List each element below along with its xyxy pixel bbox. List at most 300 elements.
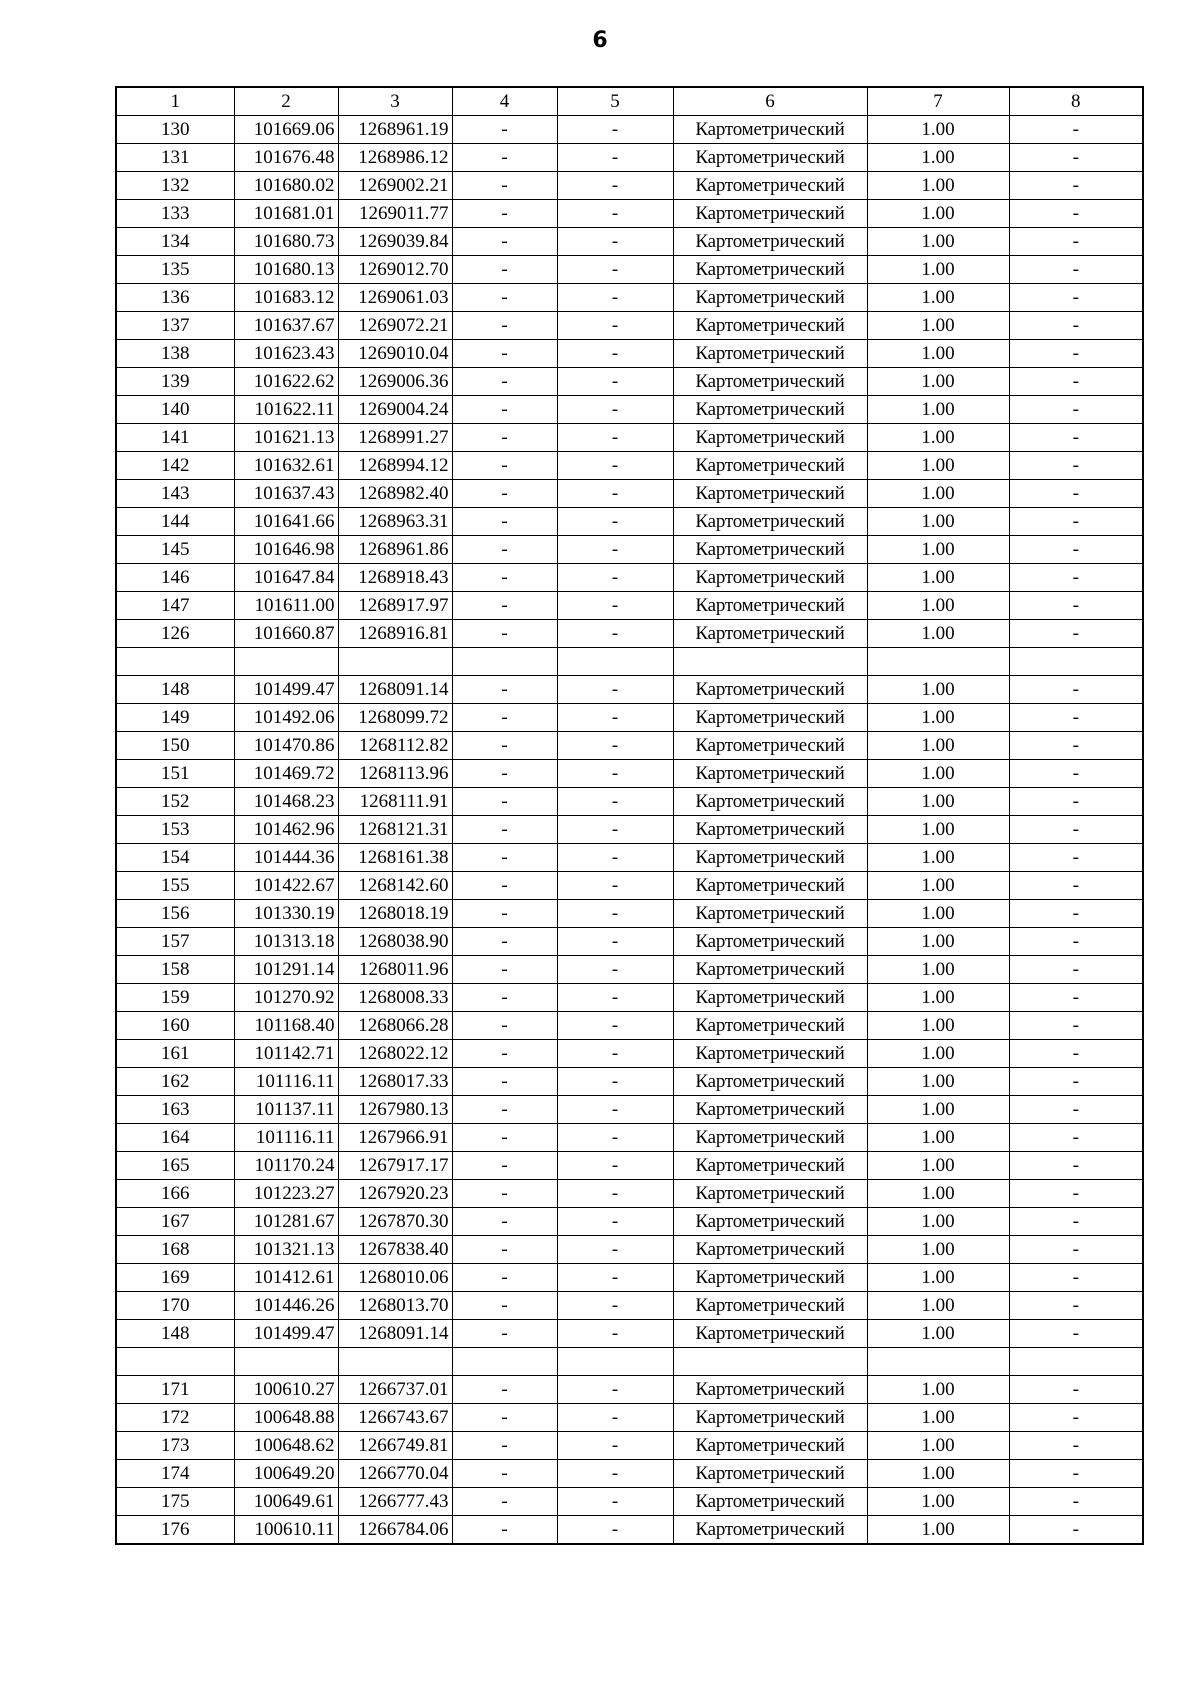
method-cell: Картометрический (673, 1040, 867, 1068)
method-cell: Картометрический (673, 984, 867, 1012)
column-5-cell: - (557, 340, 673, 368)
x-coordinate-cell: 101646.98 (234, 536, 338, 564)
column-8-cell: - (1009, 620, 1143, 648)
point-number-cell: 157 (116, 928, 234, 956)
y-coordinate-cell: 1269006.36 (338, 368, 452, 396)
x-coordinate-cell: 101641.66 (234, 508, 338, 536)
y-coordinate-cell: 1269061.03 (338, 284, 452, 312)
table-row (116, 732, 1143, 760)
point-number-cell: 154 (116, 844, 234, 872)
column-5-cell: - (557, 228, 673, 256)
point-number-cell: 148 (116, 1320, 234, 1348)
table-row (116, 144, 1143, 172)
method-cell: Картометрический (673, 256, 867, 284)
column-header: 1 (116, 87, 234, 116)
y-coordinate-cell: 1268961.19 (338, 116, 452, 144)
y-coordinate-cell: 1268982.40 (338, 480, 452, 508)
table-row (116, 704, 1143, 732)
table-row (116, 564, 1143, 592)
column-8-cell: - (1009, 1068, 1143, 1096)
y-coordinate-cell: 1268113.96 (338, 760, 452, 788)
x-coordinate-cell: 100649.20 (234, 1460, 338, 1488)
column-4-cell: - (452, 844, 557, 872)
x-coordinate-cell: 101681.01 (234, 200, 338, 228)
column-5-cell: - (557, 116, 673, 144)
x-coordinate-cell: 101116.11 (234, 1124, 338, 1152)
point-number-cell: 130 (116, 116, 234, 144)
column-4-cell: - (452, 1096, 557, 1124)
column-8-cell: - (1009, 1292, 1143, 1320)
table-row (116, 1404, 1143, 1432)
method-cell: Картометрический (673, 760, 867, 788)
y-coordinate-cell: 1268986.12 (338, 144, 452, 172)
point-number-cell: 164 (116, 1124, 234, 1152)
column-5-cell: - (557, 480, 673, 508)
x-coordinate-cell: 101330.19 (234, 900, 338, 928)
table-row (116, 480, 1143, 508)
point-number-cell: 171 (116, 1376, 234, 1404)
column-8-cell: - (1009, 1096, 1143, 1124)
column-4-cell: - (452, 1124, 557, 1152)
x-coordinate-cell: 101676.48 (234, 144, 338, 172)
table-row (116, 228, 1143, 256)
table-row (116, 620, 1143, 648)
x-coordinate-cell: 101647.84 (234, 564, 338, 592)
column-4-cell: - (452, 676, 557, 704)
column-8-cell: - (1009, 228, 1143, 256)
method-cell: Картометрический (673, 368, 867, 396)
method-cell: Картометрический (673, 452, 867, 480)
point-number-cell: 143 (116, 480, 234, 508)
point-number-cell: 147 (116, 592, 234, 620)
y-coordinate-cell (338, 1348, 452, 1376)
method-cell: Картометрический (673, 676, 867, 704)
table-row (116, 1292, 1143, 1320)
method-cell: Картометрический (673, 956, 867, 984)
column-8-cell: - (1009, 788, 1143, 816)
x-coordinate-cell: 101462.96 (234, 816, 338, 844)
column-4-cell: - (452, 228, 557, 256)
column-8-cell: - (1009, 732, 1143, 760)
x-coordinate-cell: 101637.43 (234, 480, 338, 508)
column-8-cell: - (1009, 592, 1143, 620)
y-coordinate-cell: 1268161.38 (338, 844, 452, 872)
x-coordinate-cell: 101669.06 (234, 116, 338, 144)
column-4-cell: - (452, 508, 557, 536)
column-4-cell: - (452, 1236, 557, 1264)
x-coordinate-cell: 101116.11 (234, 1068, 338, 1096)
column-5-cell: - (557, 144, 673, 172)
column-5-cell: - (557, 1152, 673, 1180)
y-coordinate-cell: 1267980.13 (338, 1096, 452, 1124)
column-8-cell: - (1009, 256, 1143, 284)
accuracy-cell: 1.00 (867, 1432, 1009, 1460)
x-coordinate-cell: 101637.67 (234, 312, 338, 340)
column-header: 6 (673, 87, 867, 116)
table-row (116, 1096, 1143, 1124)
column-4-cell: - (452, 984, 557, 1012)
column-8-cell: - (1009, 340, 1143, 368)
method-cell: Картометрический (673, 144, 867, 172)
x-coordinate-cell (234, 1348, 338, 1376)
x-coordinate-cell: 100648.88 (234, 1404, 338, 1432)
method-cell: Картометрический (673, 1208, 867, 1236)
column-8-cell: - (1009, 368, 1143, 396)
column-4-cell: - (452, 564, 557, 592)
table-body (116, 116, 1143, 1545)
method-cell: Картометрический (673, 396, 867, 424)
point-number-cell: 174 (116, 1460, 234, 1488)
y-coordinate-cell: 1268022.12 (338, 1040, 452, 1068)
column-4-cell (452, 648, 557, 676)
accuracy-cell: 1.00 (867, 480, 1009, 508)
point-number-cell: 139 (116, 368, 234, 396)
method-cell: Картометрический (673, 200, 867, 228)
point-number-cell: 161 (116, 1040, 234, 1068)
y-coordinate-cell: 1266737.01 (338, 1376, 452, 1404)
table-row (116, 1236, 1143, 1264)
column-8-cell: - (1009, 816, 1143, 844)
point-number-cell: 168 (116, 1236, 234, 1264)
x-coordinate-cell: 101683.12 (234, 284, 338, 312)
column-8-cell: - (1009, 1376, 1143, 1404)
column-8-cell: - (1009, 984, 1143, 1012)
method-cell: Картометрический (673, 788, 867, 816)
column-4-cell: - (452, 928, 557, 956)
method-cell: Картометрический (673, 1012, 867, 1040)
accuracy-cell: 1.00 (867, 872, 1009, 900)
table-row (116, 1152, 1143, 1180)
y-coordinate-cell: 1268091.14 (338, 676, 452, 704)
point-number-cell: 158 (116, 956, 234, 984)
column-4-cell: - (452, 1152, 557, 1180)
column-4-cell: - (452, 816, 557, 844)
method-cell: Картометрический (673, 872, 867, 900)
column-5-cell: - (557, 1292, 673, 1320)
column-8-cell: - (1009, 144, 1143, 172)
column-8-cell: - (1009, 1320, 1143, 1348)
method-cell: Картометрический (673, 732, 867, 760)
column-5-cell: - (557, 1404, 673, 1432)
table-row (116, 452, 1143, 480)
accuracy-cell: 1.00 (867, 928, 1009, 956)
method-cell (673, 1348, 867, 1376)
table-row (116, 536, 1143, 564)
column-5-cell: - (557, 508, 673, 536)
column-5-cell: - (557, 1376, 673, 1404)
method-cell: Картометрический (673, 1096, 867, 1124)
column-5-cell: - (557, 1264, 673, 1292)
y-coordinate-cell: 1266777.43 (338, 1488, 452, 1516)
column-8-cell: - (1009, 1208, 1143, 1236)
x-coordinate-cell (234, 648, 338, 676)
column-8-cell: - (1009, 1124, 1143, 1152)
table-row (116, 1208, 1143, 1236)
method-cell: Картометрический (673, 1376, 867, 1404)
table-row (116, 256, 1143, 284)
column-5-cell: - (557, 1236, 673, 1264)
table-row (116, 1012, 1143, 1040)
column-4-cell: - (452, 1180, 557, 1208)
y-coordinate-cell: 1268917.97 (338, 592, 452, 620)
coordinates-table (115, 86, 1144, 1545)
column-4-cell: - (452, 900, 557, 928)
accuracy-cell: 1.00 (867, 1376, 1009, 1404)
column-4-cell: - (452, 144, 557, 172)
method-cell: Картометрический (673, 340, 867, 368)
x-coordinate-cell: 101468.23 (234, 788, 338, 816)
y-coordinate-cell: 1268961.86 (338, 536, 452, 564)
x-coordinate-cell: 101142.71 (234, 1040, 338, 1068)
point-number-cell: 155 (116, 872, 234, 900)
column-5-cell: - (557, 536, 673, 564)
point-number-cell: 172 (116, 1404, 234, 1432)
point-number-cell: 176 (116, 1516, 234, 1545)
x-coordinate-cell: 101137.11 (234, 1096, 338, 1124)
accuracy-cell: 1.00 (867, 844, 1009, 872)
table-row (116, 368, 1143, 396)
x-coordinate-cell: 101623.43 (234, 340, 338, 368)
column-8-cell: - (1009, 172, 1143, 200)
y-coordinate-cell: 1267917.17 (338, 1152, 452, 1180)
point-number-cell: 152 (116, 788, 234, 816)
column-header: 8 (1009, 87, 1143, 116)
y-coordinate-cell: 1266770.04 (338, 1460, 452, 1488)
accuracy-cell: 1.00 (867, 1096, 1009, 1124)
accuracy-cell: 1.00 (867, 452, 1009, 480)
accuracy-cell: 1.00 (867, 368, 1009, 396)
accuracy-cell: 1.00 (867, 676, 1009, 704)
point-number-cell: 153 (116, 816, 234, 844)
point-number-cell: 131 (116, 144, 234, 172)
method-cell: Картометрический (673, 1460, 867, 1488)
column-8-cell: - (1009, 760, 1143, 788)
y-coordinate-cell: 1267838.40 (338, 1236, 452, 1264)
method-cell: Картометрический (673, 816, 867, 844)
y-coordinate-cell: 1268013.70 (338, 1292, 452, 1320)
y-coordinate-cell: 1266743.67 (338, 1404, 452, 1432)
method-cell: Картометрический (673, 1432, 867, 1460)
point-number-cell: 135 (116, 256, 234, 284)
method-cell: Картометрический (673, 312, 867, 340)
column-4-cell: - (452, 1068, 557, 1096)
column-4-cell: - (452, 480, 557, 508)
column-5-cell: - (557, 956, 673, 984)
column-4-cell: - (452, 872, 557, 900)
y-coordinate-cell: 1268091.14 (338, 1320, 452, 1348)
accuracy-cell: 1.00 (867, 1208, 1009, 1236)
y-coordinate-cell: 1269004.24 (338, 396, 452, 424)
accuracy-cell: 1.00 (867, 984, 1009, 1012)
column-4-cell: - (452, 1460, 557, 1488)
accuracy-cell: 1.00 (867, 1460, 1009, 1488)
x-coordinate-cell: 101660.87 (234, 620, 338, 648)
accuracy-cell: 1.00 (867, 1068, 1009, 1096)
table-row (116, 424, 1143, 452)
table-row (116, 508, 1143, 536)
x-coordinate-cell: 101680.13 (234, 256, 338, 284)
column-4-cell: - (452, 1292, 557, 1320)
method-cell: Картометрический (673, 116, 867, 144)
table-row (116, 1516, 1143, 1545)
y-coordinate-cell: 1269012.70 (338, 256, 452, 284)
column-4-cell: - (452, 1488, 557, 1516)
x-coordinate-cell: 101170.24 (234, 1152, 338, 1180)
column-5-cell: - (557, 1096, 673, 1124)
x-coordinate-cell: 101622.11 (234, 396, 338, 424)
column-5-cell: - (557, 1488, 673, 1516)
accuracy-cell: 1.00 (867, 704, 1009, 732)
point-number-cell: 145 (116, 536, 234, 564)
page-number: 6 (592, 28, 608, 53)
table-row (116, 1124, 1143, 1152)
column-4-cell: - (452, 1404, 557, 1432)
column-4-cell: - (452, 116, 557, 144)
column-4-cell: - (452, 760, 557, 788)
x-coordinate-cell: 101422.67 (234, 872, 338, 900)
column-5-cell: - (557, 396, 673, 424)
column-5-cell: - (557, 1460, 673, 1488)
x-coordinate-cell: 100610.11 (234, 1516, 338, 1545)
point-number-cell (116, 1348, 234, 1376)
column-4-cell: - (452, 592, 557, 620)
column-8-cell: - (1009, 928, 1143, 956)
table-row (116, 1488, 1143, 1516)
method-cell: Картометрический (673, 172, 867, 200)
accuracy-cell: 1.00 (867, 1180, 1009, 1208)
table-row (116, 1460, 1143, 1488)
point-number-cell: 149 (116, 704, 234, 732)
column-header: 5 (557, 87, 673, 116)
accuracy-cell: 1.00 (867, 536, 1009, 564)
column-5-cell: - (557, 676, 673, 704)
table-row (116, 1040, 1143, 1068)
point-number-cell: 148 (116, 676, 234, 704)
accuracy-cell: 1.00 (867, 1152, 1009, 1180)
accuracy-cell: 1.00 (867, 1404, 1009, 1432)
x-coordinate-cell: 101621.13 (234, 424, 338, 452)
column-4-cell: - (452, 200, 557, 228)
column-8-cell: - (1009, 312, 1143, 340)
column-5-cell: - (557, 928, 673, 956)
y-coordinate-cell: 1269002.21 (338, 172, 452, 200)
point-number-cell: 159 (116, 984, 234, 1012)
column-5-cell: - (557, 732, 673, 760)
column-8-cell: - (1009, 452, 1143, 480)
table-row (116, 956, 1143, 984)
table-row (116, 816, 1143, 844)
column-5-cell: - (557, 1040, 673, 1068)
accuracy-cell: 1.00 (867, 1488, 1009, 1516)
table-row (116, 200, 1143, 228)
point-number-cell: 126 (116, 620, 234, 648)
table-row-separator (116, 1348, 1143, 1376)
point-number-cell: 165 (116, 1152, 234, 1180)
accuracy-cell: 1.00 (867, 1124, 1009, 1152)
accuracy-cell: 1.00 (867, 340, 1009, 368)
point-number-cell: 133 (116, 200, 234, 228)
column-8-cell: - (1009, 1404, 1143, 1432)
accuracy-cell: 1.00 (867, 816, 1009, 844)
y-coordinate-cell: 1268038.90 (338, 928, 452, 956)
point-number-cell: 132 (116, 172, 234, 200)
table-row (116, 172, 1143, 200)
column-8-cell: - (1009, 1012, 1143, 1040)
method-cell: Картометрический (673, 1152, 867, 1180)
column-header: 7 (867, 87, 1009, 116)
x-coordinate-cell: 101444.36 (234, 844, 338, 872)
table-row (116, 928, 1143, 956)
point-number-cell: 137 (116, 312, 234, 340)
method-cell (673, 648, 867, 676)
method-cell: Картометрический (673, 1180, 867, 1208)
column-4-cell: - (452, 1376, 557, 1404)
table-row (116, 284, 1143, 312)
column-4-cell: - (452, 1516, 557, 1545)
column-5-cell: - (557, 620, 673, 648)
column-4-cell: - (452, 536, 557, 564)
column-8-cell: - (1009, 704, 1143, 732)
x-coordinate-cell: 100648.62 (234, 1432, 338, 1460)
point-number-cell: 150 (116, 732, 234, 760)
column-8-cell: - (1009, 900, 1143, 928)
column-4-cell: - (452, 452, 557, 480)
column-4-cell: - (452, 1012, 557, 1040)
point-number-cell: 141 (116, 424, 234, 452)
accuracy-cell: 1.00 (867, 1040, 1009, 1068)
x-coordinate-cell: 101281.67 (234, 1208, 338, 1236)
y-coordinate-cell: 1268111.91 (338, 788, 452, 816)
column-4-cell: - (452, 1208, 557, 1236)
table-row (116, 1068, 1143, 1096)
accuracy-cell: 1.00 (867, 788, 1009, 816)
column-header: 4 (452, 87, 557, 116)
table-row (116, 872, 1143, 900)
point-number-cell: 163 (116, 1096, 234, 1124)
y-coordinate-cell: 1269010.04 (338, 340, 452, 368)
column-4-cell: - (452, 1432, 557, 1460)
point-number-cell: 142 (116, 452, 234, 480)
x-coordinate-cell: 101492.06 (234, 704, 338, 732)
x-coordinate-cell: 100649.61 (234, 1488, 338, 1516)
table-row (116, 396, 1143, 424)
method-cell: Картометрический (673, 844, 867, 872)
point-number-cell: 162 (116, 1068, 234, 1096)
y-coordinate-cell: 1268008.33 (338, 984, 452, 1012)
column-5-cell: - (557, 452, 673, 480)
column-8-cell: - (1009, 1460, 1143, 1488)
accuracy-cell: 1.00 (867, 620, 1009, 648)
accuracy-cell: 1.00 (867, 312, 1009, 340)
column-8-cell: - (1009, 284, 1143, 312)
column-5-cell: - (557, 368, 673, 396)
x-coordinate-cell: 101611.00 (234, 592, 338, 620)
accuracy-cell: 1.00 (867, 116, 1009, 144)
point-number-cell: 175 (116, 1488, 234, 1516)
column-8-cell: - (1009, 564, 1143, 592)
x-coordinate-cell: 101680.02 (234, 172, 338, 200)
column-8-cell: - (1009, 1236, 1143, 1264)
y-coordinate-cell: 1267870.30 (338, 1208, 452, 1236)
point-number-cell: 134 (116, 228, 234, 256)
column-5-cell: - (557, 312, 673, 340)
column-5-cell: - (557, 1320, 673, 1348)
x-coordinate-cell: 101446.26 (234, 1292, 338, 1320)
column-5-cell: - (557, 284, 673, 312)
x-coordinate-cell: 101632.61 (234, 452, 338, 480)
method-cell: Картометрический (673, 1488, 867, 1516)
column-4-cell: - (452, 256, 557, 284)
